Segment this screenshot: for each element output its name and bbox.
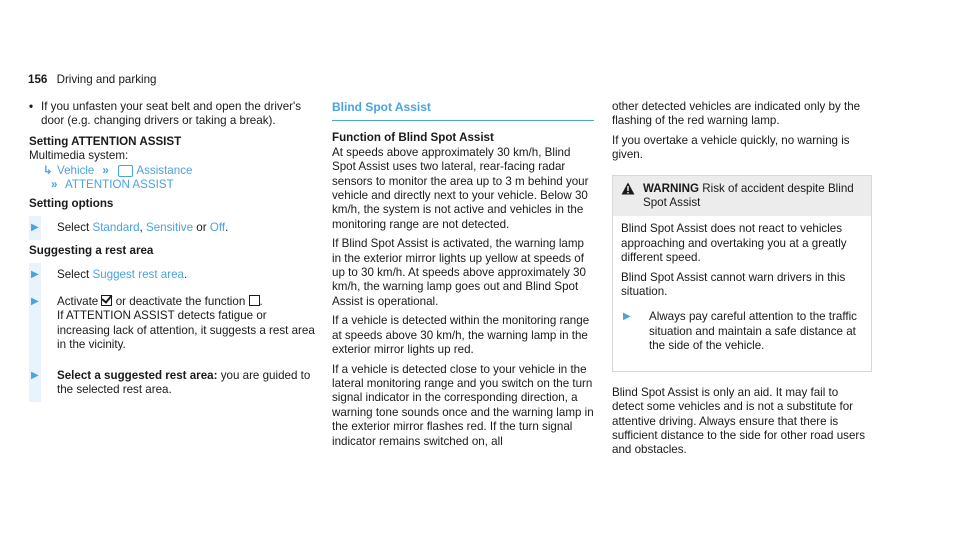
menu-vehicle-link[interactable]: Vehicle (57, 163, 95, 177)
option-standard[interactable]: Standard (92, 220, 140, 234)
paragraph: Blind Spot Assist is only an aid. It may fail to detect some vehicles and is not a substitute for attentive driving. Always ensure that there is sufficient distance to the side for other road users and obstacles. (612, 385, 866, 457)
suggest-heading: Suggesting a rest area (29, 244, 154, 258)
step-suggest (29, 263, 319, 287)
suggest-rest-area-link[interactable]: Suggest rest area (92, 267, 184, 281)
paragraph: If Blind Spot Assist is activated, the warning lamp in the exterior mirror lights up yellow at speeds of up to 30 km/h. At speeds above approximately 30 km/h, the warning lamp goes out and Blind Spot Assist is operational. (332, 237, 586, 308)
step-text (57, 369, 319, 398)
menu-path-line1 (29, 164, 319, 178)
step-arrow-icon: ▶ (31, 296, 39, 308)
warning-title (643, 182, 863, 211)
warning-triangle-icon (621, 182, 643, 211)
activate-word: Activate (57, 295, 99, 309)
or-word: or (196, 220, 207, 234)
page-number: 156 (28, 73, 48, 86)
double-chevron-icon: » (51, 178, 58, 192)
step-select-rest (29, 361, 319, 402)
double-chevron-icon: » (102, 163, 109, 177)
setting-heading: Setting ATTENTION ASSIST (29, 134, 182, 148)
deactivate-text: or deactivate the function (115, 295, 246, 309)
step-arrow-icon: ▶ (31, 268, 39, 280)
paragraph: If a vehicle is detected within the monitoring range at speeds above 30 km/h, the warning lamp in the exterior mirror lights up red. (332, 314, 590, 357)
warning-header (613, 176, 871, 217)
enter-arrow-icon: ↳ (43, 163, 53, 177)
list-item (29, 100, 319, 129)
step-arrow-icon: ▶ (623, 311, 631, 323)
warning-label: WARNING (643, 181, 700, 195)
bullet-text: If you unfasten your seat belt and open the driver's door (e.g. changing drivers or taking a break). (41, 100, 302, 128)
step-arrow-icon: ▶ (31, 221, 39, 233)
option-sensitive[interactable]: Sensitive (145, 220, 194, 234)
step-text: Select Standard, Sensitive or Off. (57, 220, 229, 234)
chapter-title: Driving and parking (56, 73, 157, 86)
select-rest-text: you are guided to the selected rest area. (57, 368, 311, 397)
paragraph: If a vehicle is detected close to your vehicle in the lateral monitoring range and you switch on the turn signal indicator in the corresponding direction, a warning tone sounds once and the warning lamp in the exterior mirror flashes red. If the turn signal indicator remains switched on, all (332, 362, 594, 448)
paragraph: At speeds above approximately 30 km/h, Blind Spot Assist uses two lateral, rear-facing radar sensors to monitor the area up to 3 m behind your vehicle and directly next to your vehicle. Below 30 km/h, the system is not active and vehicles in the monitoring range are not detected. (332, 145, 589, 231)
column-middle (332, 100, 594, 449)
step-select-option (29, 216, 319, 240)
select-rest-bold: Select a suggested rest area: (57, 368, 218, 382)
option-off[interactable]: Off (209, 220, 226, 234)
warning-paragraph: Blind Spot Assist cannot warn drivers in this situation. (621, 270, 846, 299)
page-header (28, 73, 156, 87)
step-arrow-icon: ▶ (31, 369, 39, 381)
paragraph: other detected vehicles are indicated only by the flashing of the red warning lamp. (612, 100, 861, 128)
checkbox-empty-icon (249, 295, 260, 306)
bullet-icon: • (29, 100, 34, 113)
warning-body (613, 216, 871, 370)
menu-path-line2 (29, 178, 319, 192)
checkbox-checked-icon (101, 295, 112, 306)
warning-title-text: Risk of accident despite Blind Spot Assist (643, 181, 854, 210)
function-heading: Function of Blind Spot Assist (332, 131, 494, 145)
activate-line: Activate or deactivate the function . (57, 295, 263, 309)
menu-attention-link[interactable]: ATTENTION ASSIST (65, 178, 174, 192)
paragraph: If you overtake a vehicle quickly, no warning is given. (612, 133, 850, 162)
activate-desc: If ATTENTION ASSIST detects fatigue or increasing lack of attention, it suggests a rest area in the vicinity. (57, 309, 315, 352)
column-left (29, 100, 319, 402)
menu-assistance-link[interactable]: Assistance (136, 163, 193, 177)
step-text: Always pay careful attention to the traffic situation and maintain a safe distance at the side of the vehicle. (649, 310, 857, 353)
step-text (57, 295, 319, 353)
select-word: Select (57, 267, 90, 281)
select-word: Select (57, 220, 90, 234)
options-heading: Setting options (29, 197, 114, 211)
step-text: Select Suggest rest area. (57, 267, 188, 281)
multimedia-label: Multimedia system: (29, 149, 129, 163)
step-activate (29, 287, 319, 361)
column-right (612, 100, 872, 458)
section-title: Blind Spot Assist (332, 100, 594, 121)
warning-box (612, 175, 872, 372)
warning-paragraph: Blind Spot Assist does not react to vehicles approaching and overtaking you at a greatly different speed. (621, 222, 847, 265)
car-assist-icon (118, 165, 133, 177)
warning-step (621, 304, 863, 362)
